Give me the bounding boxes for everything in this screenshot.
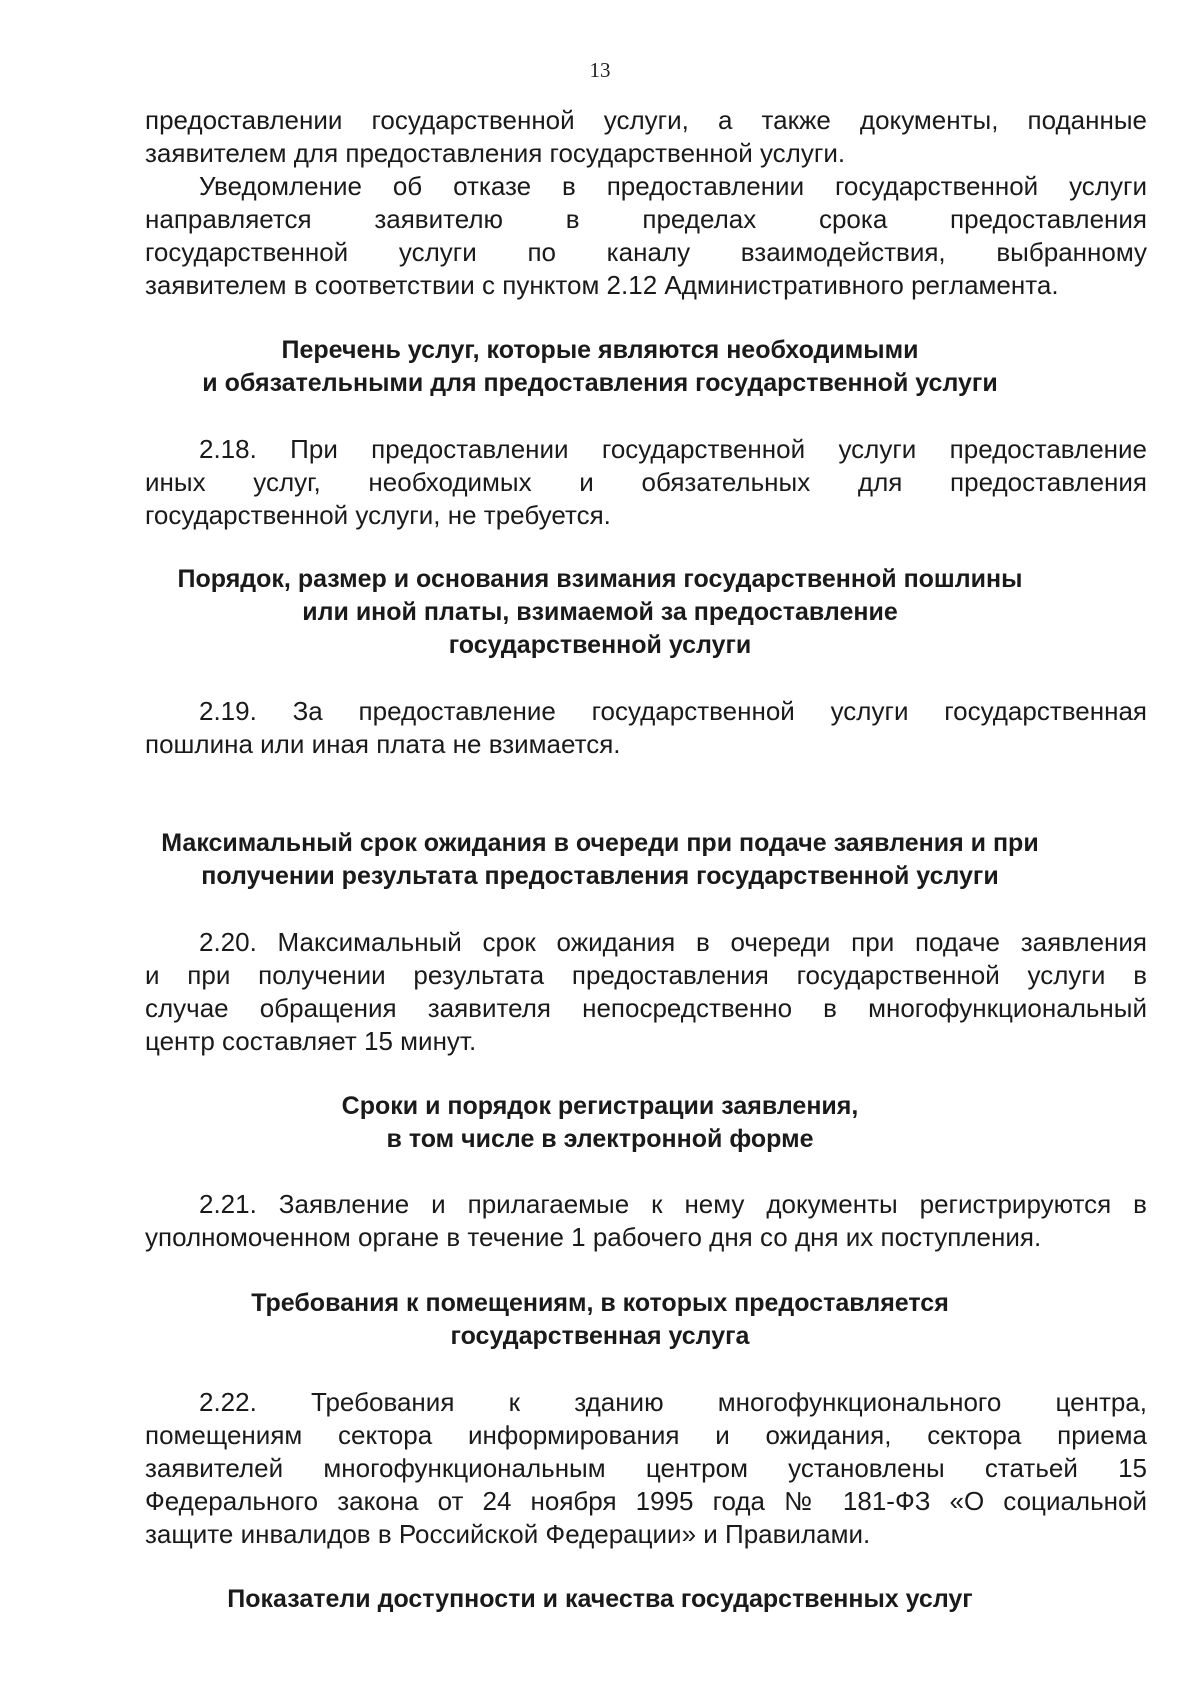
text-line: направляется заявителю в пределах срока предоставления bbox=[145, 204, 1147, 234]
heading-line: или иной платы, взимаемой за предоставление bbox=[302, 598, 898, 626]
heading-line: государственной услуги bbox=[448, 631, 752, 659]
heading-line: получении результата предоставления государственной услуги bbox=[201, 862, 999, 890]
heading-line: Требования к помещениям, в которых предоставляется bbox=[251, 1289, 949, 1317]
text-line: иных услуг, необходимых и обязательных для предоставления bbox=[145, 467, 1147, 497]
text-line: центр составляет 15 минут. bbox=[145, 1026, 477, 1056]
text-line: государственной услуги по каналу взаимодействия, выбранному bbox=[145, 237, 1147, 267]
heading-line: государственная услуга bbox=[450, 1322, 750, 1350]
heading-line: и обязательными для предоставления государственной услуги bbox=[202, 369, 998, 397]
text-line: заявителем в соответствии с пунктом 2.12 Административного регламента. bbox=[145, 270, 1059, 300]
text-line: заявителей многофункциональным центром установлены статьей 15 bbox=[145, 1453, 1147, 1483]
text-line: государственной услуги, не требуется. bbox=[145, 500, 611, 530]
text-line: предоставлении государственной услуги, а также документы, поданные bbox=[145, 105, 1147, 135]
text-line: Уведомление об отказе в предоставлении государственной услуги bbox=[199, 171, 1147, 201]
text-line: 2.20. Максимальный срок ожидания в очереди при подаче заявления bbox=[199, 927, 1147, 957]
text-line: 2.21. Заявление и прилагаемые к нему документы регистрируются в bbox=[199, 1189, 1147, 1219]
text-line: Федерального закона от 24 ноября 1995 года № 181-ФЗ «О социальной bbox=[145, 1486, 1147, 1516]
text-line: заявителем для предоставления государственной услуги. bbox=[145, 138, 846, 168]
text-line: 2.22. Требования к зданию многофункционального центра, bbox=[199, 1387, 1147, 1417]
heading-line: Перечень услуг, которые являются необходимыми bbox=[281, 336, 919, 364]
heading-line: Максимальный срок ожидания в очереди при подаче заявления и при bbox=[161, 829, 1039, 857]
text-line: и при получении результата предоставления государственной услуги в bbox=[145, 960, 1147, 990]
heading-line: Порядок, размер и основания взимания государственной пошлины bbox=[177, 565, 1023, 593]
text-line: 2.19. За предоставление государственной услуги государственная bbox=[199, 696, 1147, 726]
text-line: пошлина или иная плата не взимается. bbox=[145, 729, 621, 759]
text-line: 2.18. При предоставлении государственной услуги предоставление bbox=[199, 434, 1147, 464]
text-line: защите инвалидов в Российской Федерации» и Правилами. bbox=[145, 1519, 871, 1549]
heading-indicators: Показатели доступности и качества государственных услуг bbox=[227, 1585, 973, 1613]
text-line: помещениям сектора информирования и ожидания, сектора приема bbox=[145, 1420, 1147, 1450]
text-line: случае обращения заявителя непосредственно в многофункциональный bbox=[145, 993, 1147, 1023]
heading-line: Сроки и порядок регистрации заявления, bbox=[341, 1092, 859, 1120]
heading-line: в том числе в электронной форме bbox=[386, 1125, 814, 1153]
page-number: 13 bbox=[589, 58, 611, 82]
text-line: уполномоченном органе в течение 1 рабочего дня со дня их поступления. bbox=[145, 1222, 1042, 1252]
